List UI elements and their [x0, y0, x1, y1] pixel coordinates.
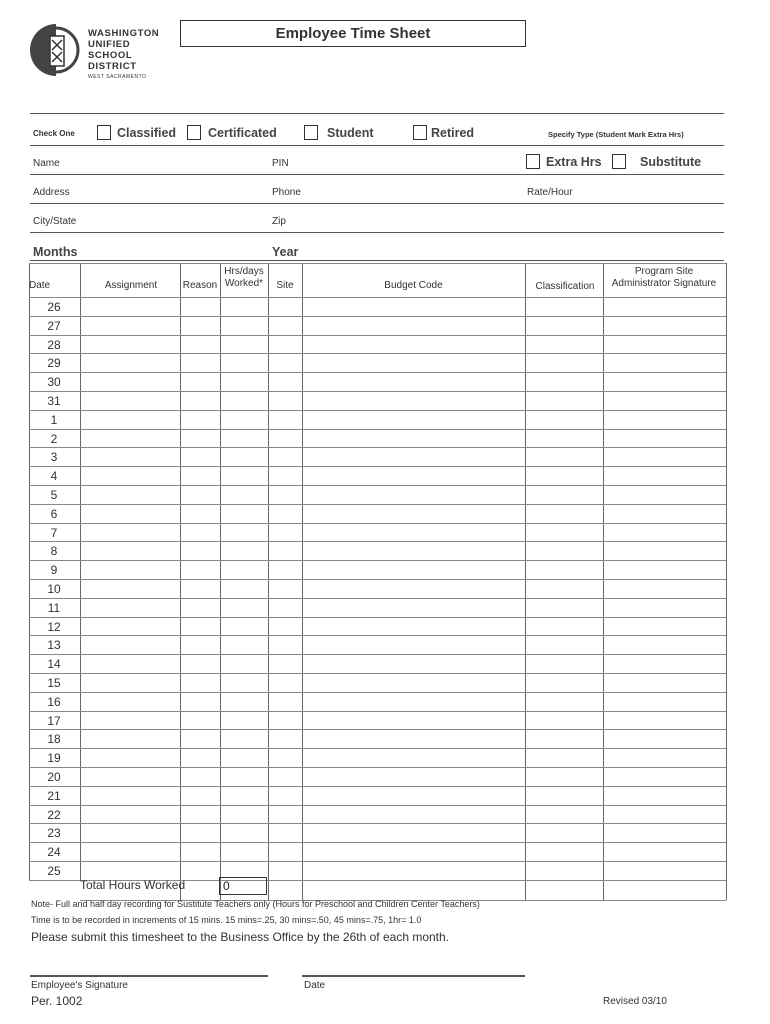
header-assignment: Assignment — [104, 280, 158, 291]
table-row-line — [29, 842, 726, 843]
table-row-line — [29, 391, 726, 392]
table-row-line — [29, 805, 726, 806]
note-line-3: Please submit this timesheet to the Business Office by the 26th of each month. — [31, 930, 450, 944]
table-row-line — [29, 429, 726, 430]
header-budget-code: Budget Code — [384, 280, 443, 291]
table-row-line — [29, 748, 726, 749]
name-label: Name — [33, 158, 60, 169]
student-label: Student — [327, 126, 374, 140]
total-hours-label: Total Hours Worked — [80, 878, 186, 892]
table-row-date: 24 — [47, 845, 61, 860]
table-row-date: 9 — [50, 563, 58, 578]
table-row-date: 7 — [50, 525, 58, 540]
table-column-line — [80, 263, 81, 880]
certificated-checkbox[interactable] — [187, 125, 201, 140]
table-row-date: 20 — [47, 770, 61, 784]
table-row-date: 16 — [47, 694, 61, 709]
table-row-line — [29, 485, 726, 486]
table-row-line — [29, 786, 726, 787]
table-row-date: 23 — [47, 826, 61, 841]
table-row-date: 4 — [50, 469, 58, 484]
table-row-date: 18 — [47, 732, 61, 747]
table-row-line — [29, 598, 726, 599]
table-row-line — [29, 579, 726, 580]
table-row-date: 6 — [50, 506, 58, 521]
months-label: Months — [33, 245, 78, 259]
table-row-line — [29, 560, 726, 561]
specify-type-label: Specify Type (Student Mark Extra Hrs) — [548, 130, 684, 139]
table-row-date: 14 — [47, 657, 61, 672]
table-row-line — [29, 673, 726, 674]
table-row-line — [29, 372, 726, 373]
table-row-line — [29, 635, 726, 636]
certificated-label: Certificated — [208, 126, 277, 140]
substitute-label: Substitute — [640, 155, 702, 169]
table-row-line — [29, 447, 726, 448]
zip-label: Zip — [272, 216, 286, 227]
page-title: Employee Time Sheet — [180, 20, 526, 47]
date-signature-line[interactable] — [302, 975, 525, 977]
table-row-date: 29 — [47, 356, 61, 371]
table-row-date: 3 — [50, 450, 58, 465]
note-line-1: Note- Full and half day recording for Sustitute Teachers only (Hours for Preschool and Children Center Teachers) — [31, 899, 480, 909]
district-logo-icon — [30, 22, 82, 78]
classified-label: Classified — [117, 126, 177, 140]
note-line-2: Time is to be recorded in increments of 15 mins. 15 mins=.25, 30 mins=.50, 45 mins=.75, 1hr= 1.0 — [31, 915, 422, 925]
year-label: Year — [272, 245, 299, 259]
table-row-line — [29, 729, 726, 730]
table-row-line — [29, 767, 726, 768]
phone-label: Phone — [272, 187, 301, 198]
table-row-line — [29, 861, 726, 862]
student-checkbox[interactable] — [304, 125, 318, 140]
table-row-date: 28 — [47, 337, 61, 352]
table-row-date: 5 — [50, 488, 58, 502]
table-row-line — [29, 654, 726, 655]
divider — [30, 174, 724, 175]
table-row-date: 15 — [47, 676, 61, 690]
table-row-line — [29, 335, 726, 336]
table-row-date: 21 — [47, 788, 61, 803]
table-row-date: 19 — [47, 751, 61, 766]
timesheet-table — [29, 263, 726, 897]
date-label: Date — [304, 980, 326, 991]
table-row-line — [29, 541, 726, 542]
check-one-label: Check One — [33, 129, 75, 138]
table-row-date: 2 — [50, 431, 58, 446]
divider — [30, 260, 724, 261]
extra-hrs-label: Extra Hrs — [546, 155, 602, 169]
table-row-date: 8 — [50, 544, 58, 559]
table-row-line — [29, 823, 726, 824]
table-row-date: 17 — [47, 713, 61, 728]
table-row-date: 1 — [50, 412, 58, 427]
rate-label: Rate/Hour — [527, 187, 573, 198]
divider — [30, 113, 724, 114]
header-date: Date — [29, 280, 51, 291]
table-row-date: 27 — [47, 318, 61, 333]
extra-hrs-checkbox[interactable] — [526, 154, 540, 169]
header-site: Site — [276, 280, 294, 291]
district-name: WASHINGTON UNIFIED SCHOOL DISTRICT WEST SACRAMENTO — [88, 28, 160, 80]
retired-label: Retired — [431, 126, 475, 140]
substitute-checkbox[interactable] — [612, 154, 626, 169]
header-hrs-worked: Hrs/days Worked* — [224, 266, 264, 289]
table-row-line — [29, 692, 726, 693]
table-row-line — [29, 297, 726, 298]
pin-label: PIN — [272, 158, 289, 169]
table-row-line — [29, 504, 726, 505]
divider — [30, 203, 724, 204]
form-number: Per. 1002 — [31, 994, 83, 1008]
classified-checkbox[interactable] — [97, 125, 111, 140]
table-row-date: 26 — [47, 300, 61, 314]
address-label: Address — [33, 187, 70, 198]
table-row-date: 10 — [47, 582, 61, 596]
table-row-line — [29, 617, 726, 618]
divider — [30, 145, 724, 146]
table-row-line — [29, 316, 726, 317]
revised-date: Revised 03/10 — [603, 996, 667, 1007]
employee-signature-label: Employee's Signature — [31, 980, 128, 991]
header-classification: Classification — [535, 281, 595, 292]
city-state-label: City/State — [33, 216, 77, 227]
table-row-date: 11 — [47, 600, 61, 615]
table-row-line — [29, 711, 726, 712]
divider — [30, 232, 724, 233]
table-row-line — [29, 263, 726, 264]
total-hours-field[interactable]: 0 — [219, 877, 267, 895]
table-column-line — [726, 263, 727, 900]
header-reason: Reason — [182, 280, 218, 291]
table-row-line — [29, 466, 726, 467]
header-admin-signature: Program Site Administrator Signature — [611, 266, 717, 289]
table-row-date: 12 — [47, 619, 61, 634]
table-row-line — [29, 353, 726, 354]
table-row-date: 30 — [47, 375, 61, 390]
table-row-date: 25 — [47, 864, 61, 878]
table-row-line — [29, 410, 726, 411]
table-row-date: 22 — [47, 807, 61, 822]
table-row-line — [29, 523, 726, 524]
retired-checkbox[interactable] — [413, 125, 427, 140]
employee-signature-line[interactable] — [30, 975, 268, 977]
table-row-date: 31 — [47, 394, 61, 408]
table-row-date: 13 — [47, 638, 61, 653]
